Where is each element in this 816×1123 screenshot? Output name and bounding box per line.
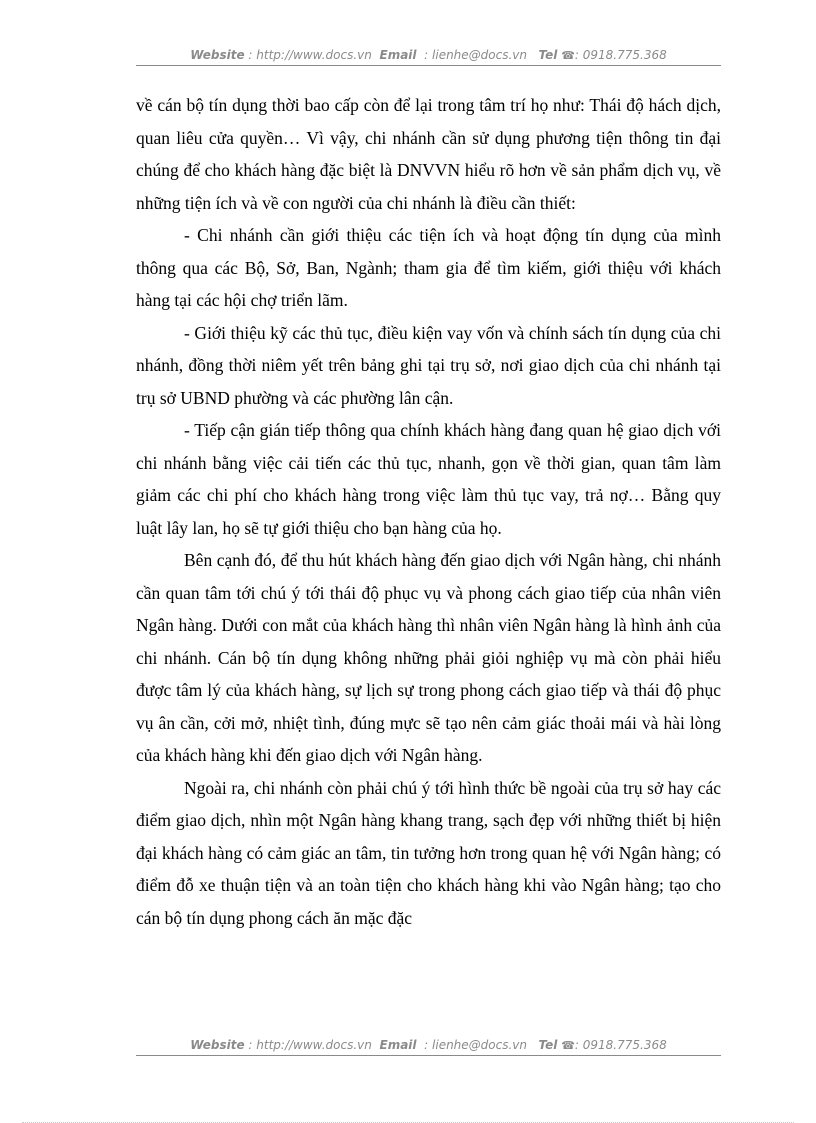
footer-tel-value: : 0918.775.368 <box>574 1038 667 1052</box>
header-email-label: Email <box>379 48 417 62</box>
paragraph-continuation: về cán bộ tín dụng thời bao cấp còn để lại trong tâm trí họ như: Thái độ hách dịch, quan liêu cửa quyền… Vì vậy, chi nhánh cần sử dụng phương tiện thông tin đại chúng để cho khách hàng đặc biệt là DNVVN hiểu rõ hơn về sản phẩm dịch vụ, về những tiện ích và về con người của chi nhánh là điều cần thiết: <box>136 95 721 213</box>
paragraph-service-attitude: Bên cạnh đó, để thu hút khách hàng đến giao dịch với Ngân hàng, chi nhánh cần quan tâm tới chú ý tới thái độ phục vụ và phong cách giao tiếp của nhân viên Ngân hàng. Dưới con mắt của khách hàng thì nhân viên Ngân hàng là hình ảnh của chi nhánh. Cán bộ tín dụng không những phải giỏi nghiệp vụ mà còn phải hiểu được tâm lý của khách hàng, sự lịch sự trong phong cách giao tiếp và thái độ phục vụ ân cần, cởi mở, nhiệt tình, đúng mực sẽ tạo nên cảm giác thoải mái và hài lòng của khách hàng khi đến giao dịch với Ngân hàng. <box>136 550 721 765</box>
header-tel-value: : 0918.775.368 <box>574 48 667 62</box>
header-website-label: Website <box>190 48 245 62</box>
footer-website-label: Website <box>190 1038 245 1052</box>
footer-email-label: Email <box>379 1038 417 1052</box>
paragraph-bullet-introduce-utilities: - Chi nhánh cần giới thiệu các tiện ích và hoạt động tín dụng của mình thông qua các Bộ, Sở, Ban, Ngành; tham gia để tìm kiếm, giới thiệu với khách hàng tại các hội chợ triển lãm. <box>136 225 721 310</box>
paragraph-bullet-loan-procedures: - Giới thiệu kỹ các thủ tục, điều kiện vay vốn và chính sách tín dụng của chi nhánh, đồng thời niêm yết trên bảng ghi tại trụ sở, nơi giao dịch của chi nhánh tại trụ sở UBND phường và các phường lân cận. <box>136 322 721 408</box>
telephone-icon: ☎ <box>561 49 575 62</box>
header-email-value: : lienhe@docs.vn <box>424 48 528 62</box>
header-tel-label: Tel <box>538 48 558 62</box>
header-website-value: : http://www.docs.vn <box>248 48 372 62</box>
telephone-icon: ☎ <box>561 1039 575 1052</box>
footer-tel-label: Tel <box>538 1038 558 1052</box>
footer-website-value: : http://www.docs.vn <box>248 1038 372 1052</box>
document-body <box>136 89 721 934</box>
paragraph-bullet-indirect-approach: - Tiếp cận gián tiếp thông qua chính khách hàng đang quan hệ giao dịch với chi nhánh bằng việc cải tiến các thủ tục, nhanh, gọn về thời gian, quan tâm làm giảm các chi phí cho khách hàng trong việc làm thủ tục vay, trả nợ… Bằng quy luật lây lan, họ sẽ tự giới thiệu cho bạn hàng của họ. <box>136 420 721 538</box>
paragraph-branch-appearance: Ngoài ra, chi nhánh còn phải chú ý tới hình thức bề ngoài của trụ sở hay các điểm giao dịch, nhìn một Ngân hàng khang trang, sạch đẹp với những thiết bị hiện đại khách hàng có cảm giác an tâm, tin tưởng hơn trong quan hệ với Ngân hàng; có điểm đỗ xe thuận tiện và an toàn tiện cho khách hàng khi vào Ngân hàng; tạo cho cán bộ tín dụng phong cách ăn mặc đặc <box>136 777 721 928</box>
footer-email-value: : lienhe@docs.vn <box>424 1038 528 1052</box>
page-header <box>136 48 721 66</box>
page-footer <box>136 1038 721 1056</box>
